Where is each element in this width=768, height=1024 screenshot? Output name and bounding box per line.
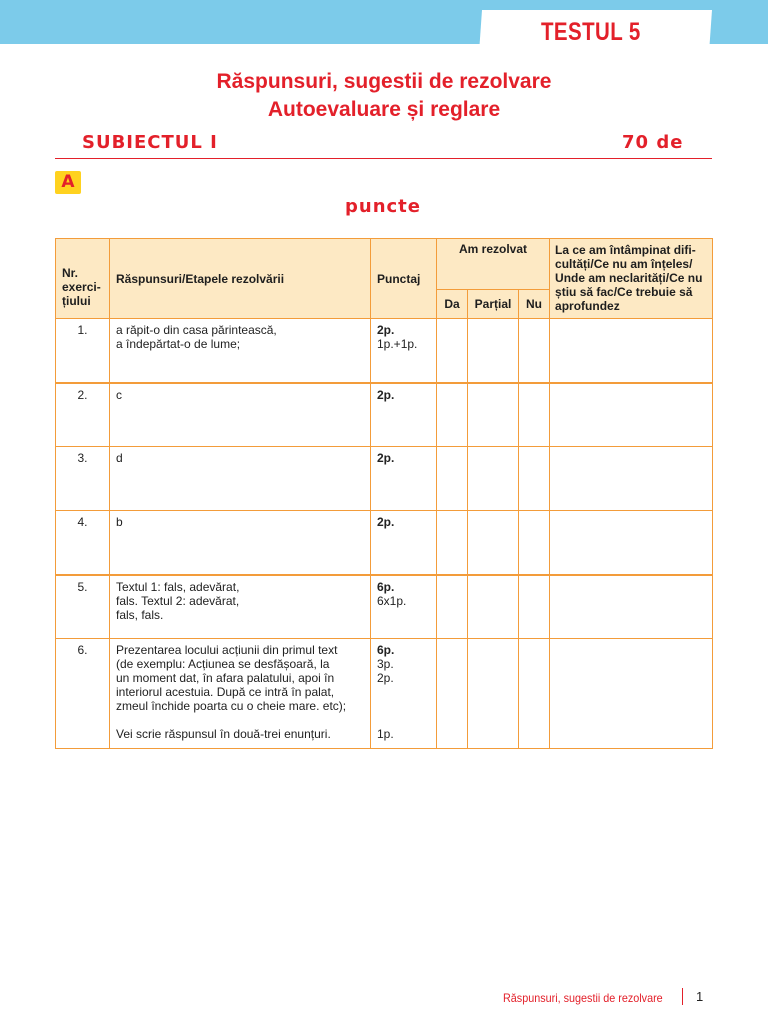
points-label-continued: puncte — [345, 196, 421, 217]
check-partial — [468, 447, 519, 511]
score-detail: 6x1p. — [377, 593, 407, 608]
header-score: Punctaj — [371, 239, 437, 319]
score-cell — [371, 639, 437, 749]
score-detail: 3p. — [377, 657, 394, 671]
header-da: Da — [437, 290, 468, 319]
subject-heading: SUBIECTUL I — [82, 132, 218, 153]
check-nu — [519, 575, 550, 639]
check-partial — [468, 383, 519, 447]
check-da — [437, 511, 468, 575]
score-total: 6p. — [377, 579, 395, 594]
check-partial — [468, 511, 519, 575]
table-row — [56, 319, 713, 383]
difficulties-cell — [550, 319, 713, 383]
check-da — [437, 319, 468, 383]
header-nu: Nu — [519, 290, 550, 319]
difficulties-cell — [550, 383, 713, 447]
test-label: TESTUL 5 — [541, 18, 641, 46]
exercise-number: 4. — [56, 511, 110, 575]
check-da — [437, 447, 468, 511]
exercise-number: 3. — [56, 447, 110, 511]
check-nu — [519, 383, 550, 447]
table-row — [56, 447, 713, 511]
check-nu — [519, 319, 550, 383]
score-detail — [377, 699, 430, 713]
page-number: 1 — [696, 989, 704, 1004]
score-detail: 1p. — [377, 727, 394, 741]
header-difficulties: La ce am întâmpinat difi-cultăți/Ce nu am înțeles/ Unde am neclarități/Ce nu știu să fac/Ce trebuie să aprofundez — [550, 239, 713, 319]
answer-cell — [110, 319, 371, 383]
score-cell — [371, 319, 437, 383]
table-row — [56, 383, 713, 447]
score-cell — [371, 575, 437, 639]
page-title: Răspunsuri, sugestii de rezolvare — [216, 70, 552, 93]
header-partial: Parțial — [468, 290, 519, 319]
header-nr: Nr. exerci-țiului — [56, 239, 110, 319]
difficulties-cell — [550, 639, 713, 749]
footer-divider — [682, 988, 683, 1005]
answer-line: Textul 1: fals, adevărat, — [116, 579, 240, 594]
difficulties-cell — [550, 511, 713, 575]
score-cell — [371, 383, 437, 447]
check-nu — [519, 447, 550, 511]
answers-table — [55, 238, 713, 749]
check-da — [437, 383, 468, 447]
check-partial — [468, 639, 519, 749]
score-total: 2p. — [377, 387, 395, 402]
answer-line: Prezentarea locului acțiunii din primul text — [116, 643, 338, 657]
table-row — [56, 511, 713, 575]
score-cell — [371, 447, 437, 511]
exercise-number: 5. — [56, 575, 110, 639]
answer-line: a răpit-o din casa părintească, — [116, 323, 277, 337]
answer-line: fals. Textul 2: adevărat, — [116, 593, 240, 608]
score-detail — [377, 713, 430, 727]
answer-line: interiorul acestuia. După ce intră în palat, — [116, 685, 335, 699]
score-cell — [371, 511, 437, 575]
header-resolved: Am rezolvat — [437, 239, 550, 290]
answer-line: c — [116, 387, 122, 402]
answer-cell — [110, 383, 371, 447]
points-label: 70 de — [622, 132, 684, 153]
check-nu — [519, 511, 550, 575]
check-partial — [468, 575, 519, 639]
check-partial — [468, 319, 519, 383]
table-row — [56, 639, 713, 749]
exercise-number: 2. — [56, 383, 110, 447]
answer-cell — [110, 511, 371, 575]
answer-line — [116, 713, 364, 727]
answer-line: Vei scrie răspunsul în două-trei enunțuri. — [116, 727, 331, 741]
check-da — [437, 575, 468, 639]
check-nu — [519, 639, 550, 749]
header-answers: Răspunsuri/Etapele rezolvării — [110, 239, 371, 319]
score-total: 2p. — [377, 515, 395, 529]
answer-line: un moment dat, în afara palatului, apoi în — [116, 671, 335, 685]
exercise-number: 1. — [56, 319, 110, 383]
heading-rule — [55, 158, 712, 159]
table-row — [56, 575, 713, 639]
answer-cell — [110, 639, 371, 749]
answer-line: d — [116, 451, 123, 465]
answer-line: a îndepărtat-o de lume; — [116, 337, 241, 351]
footer-title: Răspunsuri, sugestii de rezolvare — [503, 991, 663, 1005]
answer-cell — [110, 447, 371, 511]
check-da — [437, 639, 468, 749]
score-detail — [377, 685, 430, 699]
answer-cell — [110, 575, 371, 639]
answer-line: fals, fals. — [116, 607, 164, 622]
page-subtitle: Autoevaluare și reglare — [267, 98, 501, 121]
section-marker: A — [55, 171, 81, 194]
score-detail: 2p. — [377, 671, 394, 685]
score-detail: 1p.+1p. — [377, 337, 418, 351]
difficulties-cell — [550, 575, 713, 639]
score-total: 6p. — [377, 643, 395, 657]
difficulties-cell — [550, 447, 713, 511]
answer-line: b — [116, 515, 123, 529]
answer-line: (de exemplu: Acțiunea se desfășoară, la — [116, 657, 330, 671]
score-total: 2p. — [377, 323, 395, 337]
answer-line: zmeul închide poarta cu o cheie mare. etc); — [116, 699, 347, 713]
score-total: 2p. — [377, 451, 395, 465]
exercise-number: 6. — [56, 639, 110, 749]
